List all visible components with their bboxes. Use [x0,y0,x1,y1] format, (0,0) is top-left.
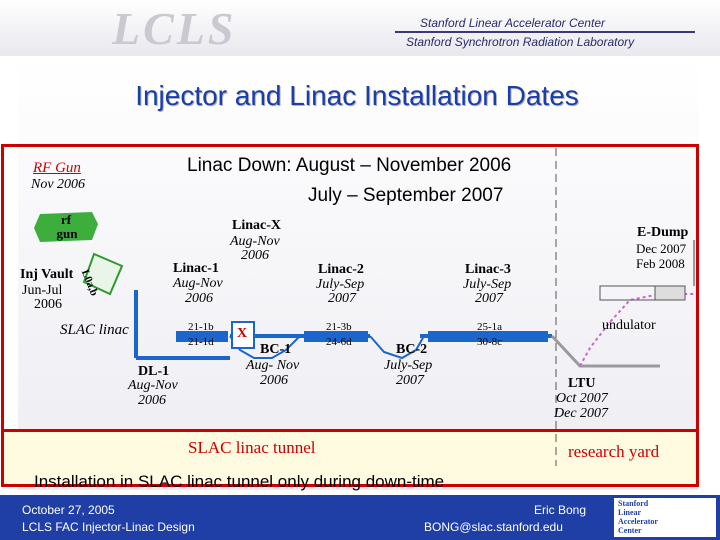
footer-course: LCLS FAC Injector-Linac Design [22,520,195,534]
footer-email: BONG@slac.stanford.edu [424,520,563,534]
footer-logo-line4: Center [618,526,642,535]
sector-21-1-line2: 21-1d [188,336,214,348]
footer-name: Eric Bong [534,503,587,517]
linac3-year: 2007 [475,291,503,306]
linac1-dates: Aug-Nov [173,276,223,291]
dl1-dates: Aug-Nov [128,378,178,393]
bc2-dates: July-Sep [384,358,433,373]
linacx-year: 2006 [241,248,269,263]
linac-down-line-2: July – September 2007 [308,185,504,206]
bc2-label: BC-2 [396,342,428,357]
rf-gun-small-1: rf [60,212,72,227]
edump-date2: Feb 2008 [636,256,685,271]
inj-vault-dates: Jun-Jul [22,283,63,298]
ltu-date1: Oct 2007 [556,391,608,406]
ltu-date2: Dec 2007 [554,406,609,421]
linac3-label: Linac-3 [465,262,511,277]
linac3-dates: July-Sep [463,277,512,292]
sector-21-3-line2: 24-6d [326,336,352,348]
dl1-label: DL-1 [138,364,170,379]
undulator-label: undulator [602,318,656,333]
header-org-1: Stanford Linear Accelerator Center [420,16,605,30]
sector-25-line2: 30-8c [477,336,503,348]
footer-logo-line2: Linear [618,508,642,517]
slac-linac-label: SLAC linac [60,322,129,338]
rf-gun-small-2: gun [56,226,78,241]
rf-gun-label: RF Gun [33,160,81,176]
l0-label: L0a,b [78,268,101,298]
footer-logo-line3: Accelerator [618,517,658,526]
bc1-dates: Aug- Nov [246,358,300,373]
dl1-year: 2006 [138,393,166,408]
edump-label: E-Dump [637,225,689,240]
footer-date: October 27, 2005 [22,503,115,517]
rf-gun-date: Nov 2006 [31,177,86,192]
sector-21-3-line1: 21-3b [326,321,352,333]
linacx-dates: Aug-Nov [230,234,280,249]
bc1-year: 2006 [260,373,288,388]
linac1-year: 2006 [185,291,213,306]
sector-21-1-line1: 21-1b [188,321,214,333]
linac1-label: Linac-1 [173,261,219,276]
lcls-logo: LCLS [112,3,237,54]
header-org-2: Stanford Synchrotron Radiation Laboratory [406,35,635,49]
inj-vault-year: 2006 [34,297,62,312]
footer-bar [0,495,720,540]
ltu-label: LTU [568,376,596,391]
linacx-label: Linac-X [232,218,281,233]
bc2-year: 2007 [396,373,424,388]
linac-x-mark: X [237,326,248,341]
footer-logo [614,498,716,537]
edump-date1: Dec 2007 [636,241,687,256]
edump-box [655,286,685,300]
footer-logo-line1: Stanford [618,499,649,508]
sector-25-line1: 25-1a [477,321,503,333]
linac2-year: 2007 [328,291,356,306]
research-yard-label: research yard [568,442,660,461]
page-title: Injector and Linac Installation Dates [135,80,579,111]
inj-vault-label: Inj Vault [20,267,74,282]
bc1-label: BC-1 [260,342,292,357]
linac2-label: Linac-2 [318,262,364,277]
installation-note: Installation in SLAC linac tunnel only during down-time [34,472,445,491]
linac-down-line-1: Linac Down: August – November 2006 [187,155,512,176]
linac2-dates: July-Sep [316,277,365,292]
ltu-pipe [552,336,660,366]
tunnel-label: SLAC linac tunnel [188,438,316,457]
